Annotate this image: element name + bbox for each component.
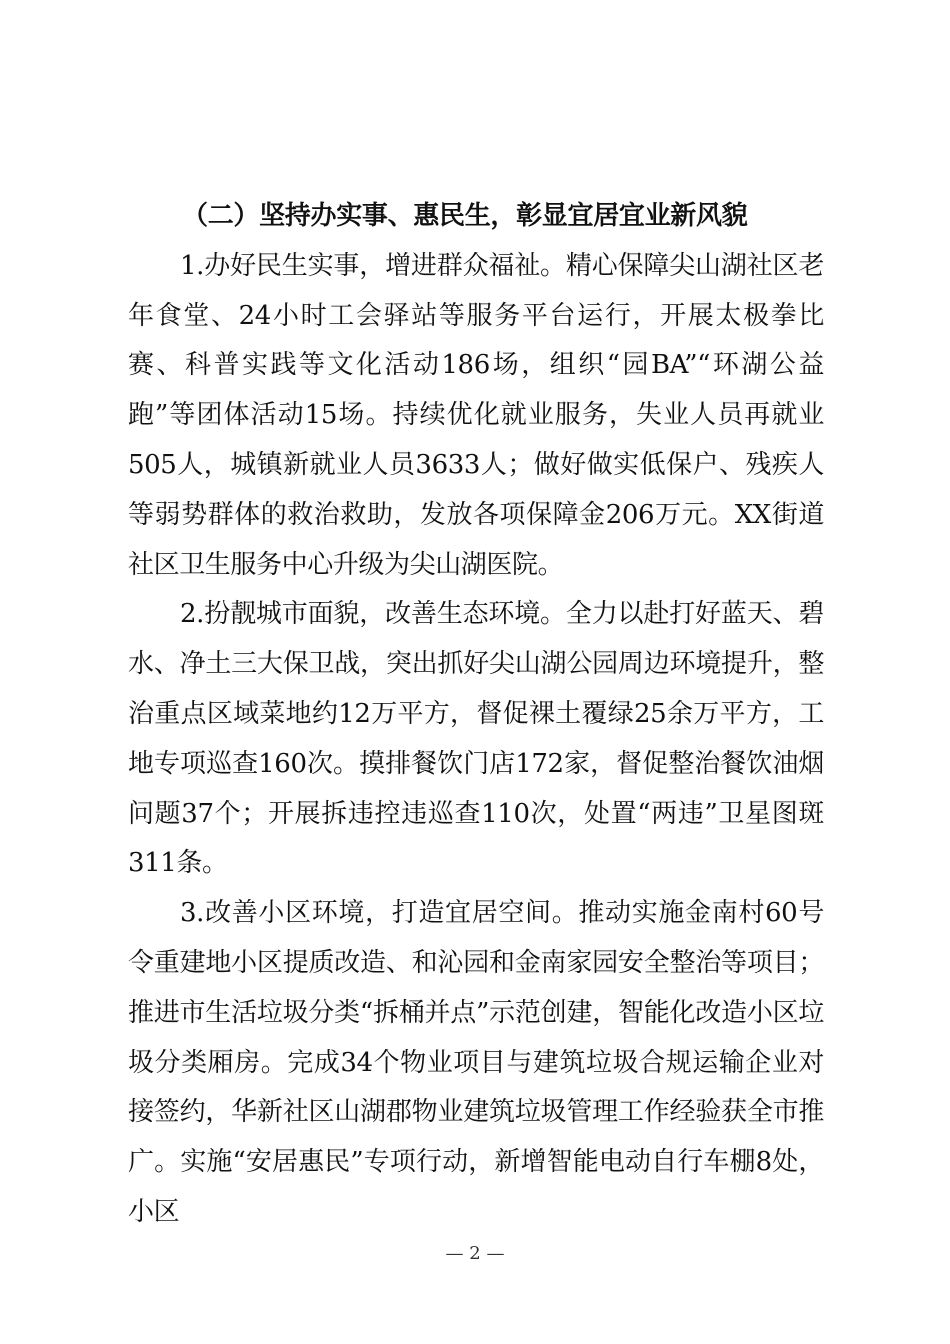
paragraph-city-environment: 2.扮靓城市面貌，改善生态环境。全力以赴打好蓝天、碧水、净土三大保卫战，突出抓好尖山湖公园周边环境提升，整治重点区域菜地约12万平方，督促裸土覆绿25余万平方，工地专项巡查160次。摸排餐饮门店172家，督促整治餐饮油烟问题37个；开展拆违控违巡查110次，处置“两违”卫星图斑311条。	[128, 599, 824, 879]
paragraph-livelihood: 1.办好民生实事，增进群众福祉。精心保障尖山湖社区老年食堂、24小时工会驿站等服务平台运行，开展太极拳比赛、科普实践等文化活动186场，组织“园BA”“环湖公益跑”等团体活动15场。持续优化就业服务，失业人员再就业505人，城镇新就业人员3633人；做好做实低保户、残疾人等弱势群体的救治救助，发放各项保障金206万元。XX街道社区卫生服务中心升级为尖山湖医院。	[128, 250, 824, 580]
paragraph-community-environment: 3.改善小区环境，打造宜居空间。推动实施金南村60号令重建地小区提质改造、和沁园和金南家园安全整治等项目；推进市生活垃圾分类“拆桶并点”示范创建，智能化改造小区垃圾分类厢房。完成34个物业项目与建筑垃圾合规运输企业对接签约，华新社区山湖郡物业建筑垃圾管理工作经验获全市推广。实施“安居惠民”专项行动，新增智能电动自行车棚8处，小区	[128, 898, 824, 1227]
page-number: — 2 —	[445, 1243, 505, 1264]
section-heading: （二）坚持办实事、惠民生，彰显宜居宜业新风貌	[182, 201, 748, 231]
document-body	[128, 192, 824, 1238]
